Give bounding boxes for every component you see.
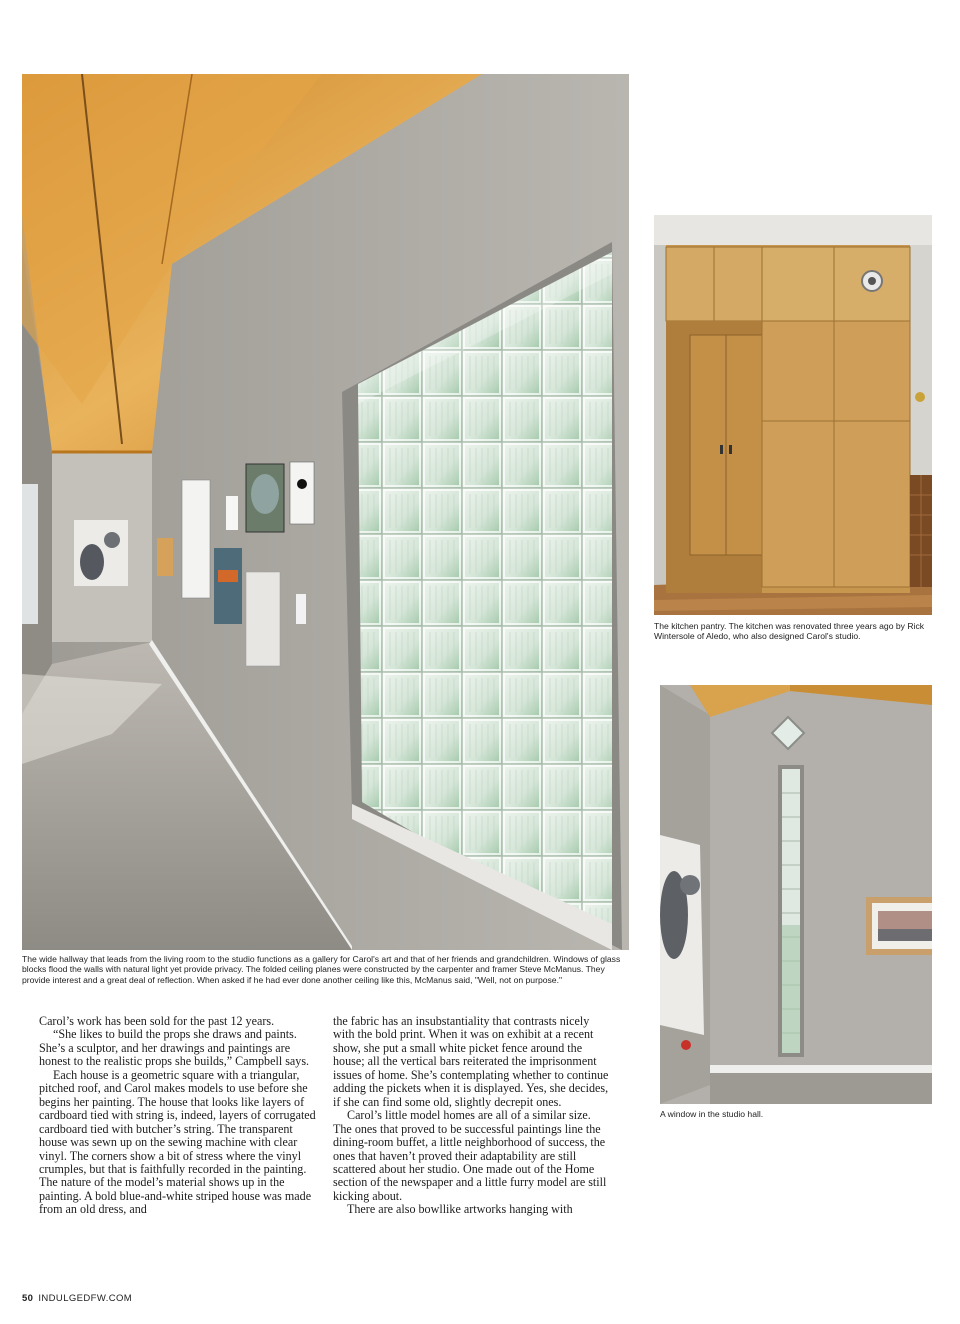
site-link[interactable]: INDULGEDFW.COM bbox=[38, 1293, 133, 1304]
paragraph: There are also bowllike artworks hanging with bbox=[347, 1202, 573, 1217]
kitchen-pantry-photo bbox=[654, 215, 932, 615]
article-column-2 bbox=[333, 1015, 612, 1217]
paragraph: Carol’s work has been sold for the past 12 years. bbox=[39, 1014, 275, 1028]
hallway-photo bbox=[22, 74, 629, 950]
page-number: 50 bbox=[22, 1293, 34, 1304]
studio-window-photo bbox=[660, 685, 932, 1104]
paragraph: the fabric has an insubstantiality that contrasts nicely with the bold print. When it was on exhibit at a recent show, she put a small white picket fence around the house; all the vertical bars reiterated the imprisonment issues of home. She’s contemplating whether to continue adding the pickets when it is displayed. Yes, she decides, if she can find some old, slightly decrepit ones. bbox=[333, 1014, 609, 1109]
paragraph: “She likes to build the props she draws and paints. She’s a sculptor, and her drawings and paintings are honest to the realistic props she builds,” Campbell says. bbox=[39, 1027, 310, 1069]
pantry-photo-caption: The kitchen pantry. The kitchen was renovated three years ago by Rick Wintersole of Aledo, who also designed Carol's studio. bbox=[654, 621, 925, 642]
window-photo-caption: A window in the studio hall. bbox=[660, 1109, 764, 1119]
article-column-1 bbox=[39, 1015, 318, 1217]
page-footer bbox=[22, 1293, 132, 1304]
paragraph: Carol’s little model homes are all of a similar size. The ones that proved to be successful paintings line the dining-room buffet, a little neighborhood of success, the ones that haven’t proved their adaptability are still scattered about her studio. One made out of the Home section of the newspaper and a little furry model are still kicking about. bbox=[333, 1108, 607, 1203]
hallway-photo-caption: The wide hallway that leads from the living room to the studio functions as a gallery for Carol's art and that of her friends and grandchildren. Windows of glass blocks flood the walls with natural light yet provide privacy. The folded ceiling planes were constructed by the carpenter and framer Steve McManus. They provide interest and a great deal of reflection. When asked if he had ever done another ceiling like this, McManus said, "Well, not on purpose." bbox=[22, 954, 621, 985]
paragraph: Each house is a geometric square with a triangular, pitched roof, and Carol makes models to use before she begins her painting. The house that looks like layers of cardboard tied with string is, indeed, layers of corrugated cardboard tied with butcher’s string. The transparent house was sewn up on the sewing machine with clear vinyl. The corners show a bit of stress where the vinyl crumples, but that is faithfully recorded in the painting. The nature of the model’s material shows up in the painting. A bold blue-and-white striped house was made from an old dress, and bbox=[39, 1067, 316, 1217]
